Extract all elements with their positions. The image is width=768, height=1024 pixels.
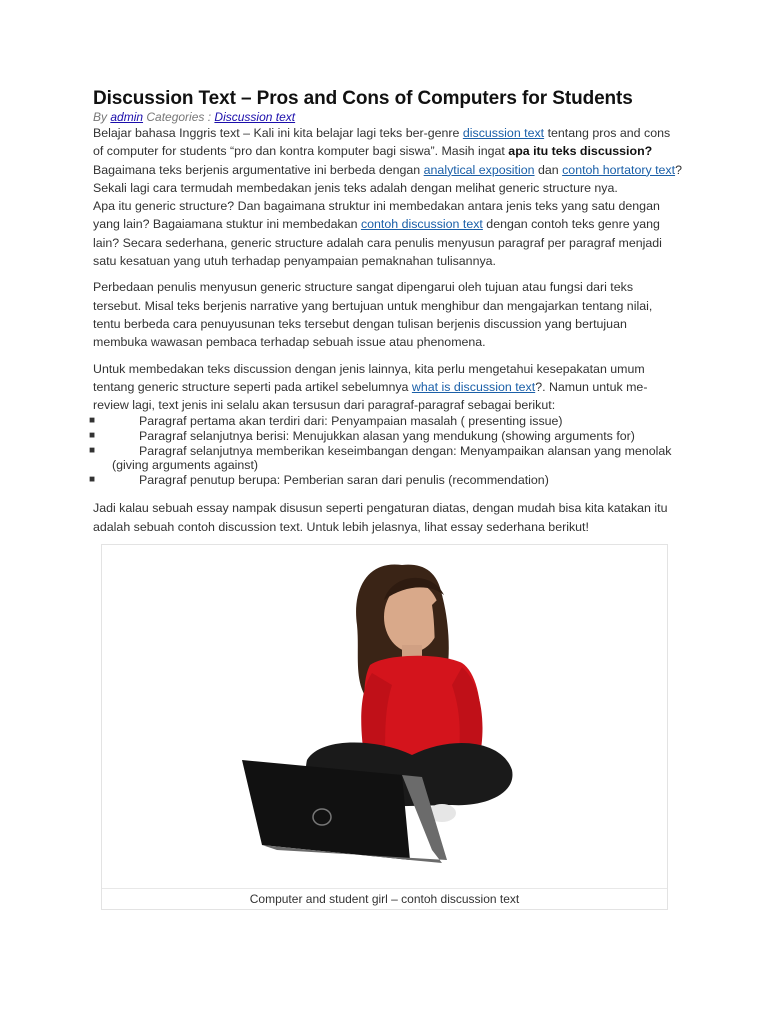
paragraph-structure bbox=[93, 360, 683, 415]
text: Belajar bahasa Inggris text – Kali ini kita belajar lagi teks ber-genre bbox=[93, 126, 463, 140]
article-figure bbox=[101, 544, 668, 910]
list-item bbox=[89, 414, 683, 429]
paragraph-differences: Perbedaan penulis menyusun generic structure sangat dipengarui oleh tujuan atau fungsi dari teks tersebut. Misal teks berjenis narrative yang bertujuan untuk menghibur dan mengajarkan tentang nilai, tentu berbeda cara penuyusunan teks tersebut dengan tulisan berjenis discussion yang bertujuan membuka wawasan pembaca terhadap sebuah issue atau phenomena. bbox=[93, 280, 653, 350]
bullet-icon: ■ bbox=[89, 444, 96, 456]
author-link[interactable]: admin bbox=[110, 110, 144, 124]
structure-list bbox=[89, 414, 683, 487]
text: dengan contoh teks genre yang lain? Secara sederhana, generic structure adalah cara penulis menyusun paragraf per paragraf menjadi satu kesatuan yang utuh terhadap penyampaian pemaknahan tulisannya. bbox=[93, 217, 662, 269]
figure-caption: Computer and student girl – contoh discussion text bbox=[102, 888, 667, 909]
bullet-icon: ■ bbox=[89, 430, 96, 442]
text: ?. Namun untuk me-review lagi, text jenis ini selalu akan tersusun dari paragraf-paragraf sebagai berikut: bbox=[93, 379, 648, 413]
paragraph-generic-structure bbox=[93, 197, 683, 270]
text: ? Sekali lagi cara termudah membedakan jenis teks adalah dengan melihat generic structure nya. bbox=[93, 162, 682, 195]
bold-question: apa itu teks discussion? bbox=[508, 144, 653, 159]
text: tentang pros and cons of computer for students “pro dan kontra komputer bagi siswa”. Masih ingat bbox=[93, 126, 671, 159]
paragraph-conclusion: Jadi kalau sebuah essay nampak disusun seperti pengaturan diatas, dengan mudah bisa kita katakan itu adalah sebuah contoh discussion text. Untuk lebih jelasnya, lihat essay sederhana berikut! bbox=[93, 501, 668, 534]
hortatory-text-link[interactable]: contoh hortatory text bbox=[562, 162, 676, 177]
contoh-discussion-text-link[interactable]: contoh discussion text bbox=[360, 217, 483, 232]
article bbox=[89, 88, 683, 910]
list-item-text: Paragraf penutup berupa: Pemberian saran dari penulis (recommendation) bbox=[139, 472, 549, 487]
list-item bbox=[89, 443, 683, 473]
article-title: Discussion Text – Pros and Cons of Computers for Students bbox=[93, 88, 633, 109]
list-item-text: Paragraf selanjutnya berisi: Menujukkan alasan yang mendukung (showing arguments for) bbox=[139, 429, 635, 444]
list-item-text: Paragraf pertama akan terdiri dari: Penyampaian masalah ( presenting issue) bbox=[139, 414, 563, 429]
category-link[interactable]: Discussion text bbox=[214, 110, 296, 124]
by-label: By bbox=[93, 110, 111, 124]
discussion-text-link[interactable]: discussion text bbox=[462, 126, 545, 140]
categories-label: Categories : bbox=[143, 110, 215, 124]
bullet-icon: ■ bbox=[89, 415, 96, 427]
analytical-exposition-link[interactable]: analytical exposition bbox=[423, 162, 535, 177]
girl-with-laptop-photo bbox=[102, 545, 667, 887]
text: Apa itu generic structure? Dan bagaimana struktur ini membedakan antara jenis teks yang satu dengan yang lain? Bagaiamana stuktur ini membedakan bbox=[93, 199, 660, 232]
list-item bbox=[89, 429, 683, 444]
paragraph-intro bbox=[93, 124, 683, 197]
text: dan bbox=[534, 162, 563, 177]
article-meta bbox=[93, 110, 683, 124]
bullet-icon: ■ bbox=[89, 473, 96, 485]
text: Bagaimana teks berjenis argumentative ini berbeda dengan bbox=[93, 162, 424, 177]
list-item-text: Paragraf selanjutnya memberikan keseimbangan dengan: Menyampaikan alansan yang menolak (giving arguments against) bbox=[112, 443, 672, 473]
what-is-discussion-text-link[interactable]: what is discussion text bbox=[411, 379, 536, 394]
list-item bbox=[89, 472, 683, 488]
text: Untuk membedakan teks discussion dengan jenis lainnya, kita perlu mengetahui kesepakatan umum tentang generic structure seperti pada artikel sebelumnya bbox=[93, 361, 645, 394]
